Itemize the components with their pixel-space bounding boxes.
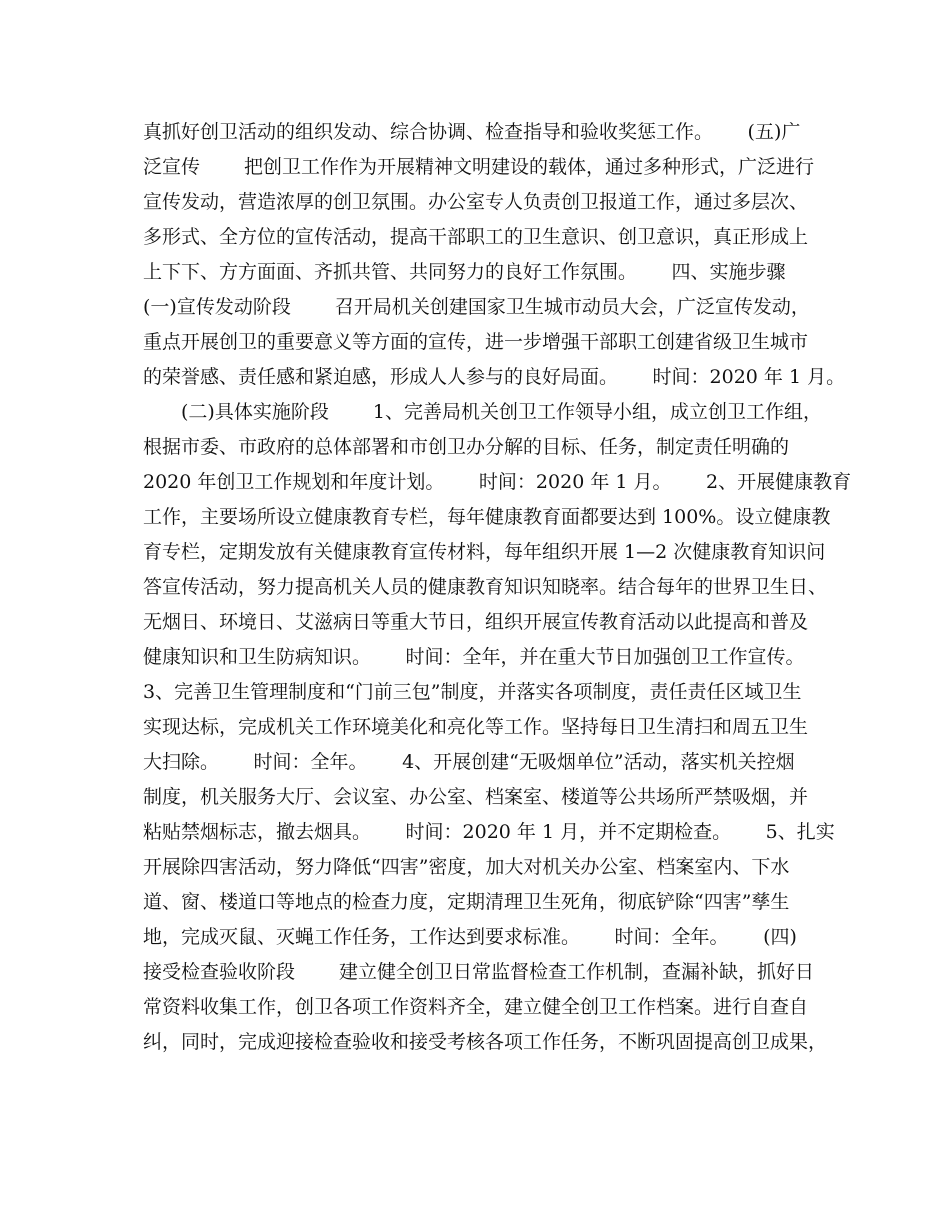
text-line: 大扫除。 时间：全年。 4、开展创建“无吸烟单位”活动，落实机关控烟 bbox=[143, 751, 795, 773]
text-line: 纠，同时，完成迎接检查验收和接受考核各项工作任务，不断巩固提高创卫成果， bbox=[143, 1031, 828, 1053]
text-line: 2020 年创卫工作规划和年度计划。 时间：2020 年 1 月。 2、开展健康教育 bbox=[143, 471, 852, 493]
text-line: 实现达标，完成机关工作环境美化和亮化等工作。坚持每日卫生清扫和周五卫生 bbox=[143, 716, 809, 738]
text-line: 育专栏，定期发放有关健康教育宣传材料，每年组织开展 1—2 次健康教育知识问 bbox=[143, 541, 826, 563]
text-line: 制度，机关服务大厅、会议室、办公室、档案室、楼道等公共场所严禁吸烟，并 bbox=[143, 786, 809, 808]
text-line: 多形式、全方位的宣传活动，提高干部职工的卫生意识、创卫意识，真正形成上 bbox=[143, 226, 809, 248]
text-line: 上下下、方方面面、齐抓共管、共同努力的良好工作氛围。 四、实施步骤 bbox=[143, 261, 786, 283]
text-line: 健康知识和卫生防病知识。 时间：全年，并在重大节日加强创卫工作宣传。 bbox=[143, 646, 805, 668]
text-line: 开展除四害活动，努力降低“四害”密度，加大对机关办公室、档案室内、下水 bbox=[143, 856, 790, 878]
text-line: 真抓好创卫活动的组织发动、综合协调、检查指导和验收奖惩工作。 (五)广 bbox=[143, 121, 801, 143]
text-line: 泛宣传 把创卫工作作为开展精神文明建设的载体，通过多种形式，广泛进行 bbox=[143, 156, 815, 178]
text-line: 答宣传活动，努力提高机关人员的健康教育知识知晓率。结合每年的世界卫生日、 bbox=[143, 576, 828, 598]
text-line: 地，完成灭鼠、灭蝇工作任务，工作达到要求标准。 时间：全年。 (四) bbox=[143, 926, 797, 948]
text-line: 道、窗、楼道口等地点的检查力度，定期清理卫生死角，彻底铲除“四害”孳生 bbox=[143, 891, 790, 913]
text-line: 粘贴禁烟标志，撤去烟具。 时间：2020 年 1 月，并不定期检查。 5、扎实 bbox=[143, 821, 835, 843]
text-line: 工作，主要场所设立健康教育专栏，每年健康教育面都要达到 100%。设立健康教 bbox=[143, 506, 831, 528]
text-line: 的荣誉感、责任感和紧迫感，形成人人参与的良好局面。 时间：2020 年 1 月。 bbox=[143, 366, 846, 388]
text-line: 常资料收集工作，创卫各项工作资料齐全，建立健全创卫工作档案。进行自查自 bbox=[143, 996, 809, 1018]
text-line: 重点开展创卫的重要意义等方面的宣传，进一步增强干部职工创建省级卫生城市 bbox=[143, 331, 809, 353]
text-line: 宣传发动，营造浓厚的创卫氛围。办公室专人负责创卫报道工作，通过多层次、 bbox=[143, 191, 809, 213]
text-line: 根据市委、市政府的总体部署和市创卫办分解的目标、任务，制定责任明确的 bbox=[143, 436, 790, 458]
text-line: (二)具体实施阶段 1、完善局机关创卫工作领导小组，成立创卫工作组， bbox=[143, 401, 822, 423]
text-line: 无烟日、环境日、艾滋病日等重大节日，组织开展宣传教育活动以此提高和普及 bbox=[143, 611, 809, 633]
text-line: 接受检查验收阶段 建立健全创卫日常监督检查工作机制，查漏补缺，抓好日 bbox=[143, 961, 815, 983]
text-line: 3、完善卫生管理制度和“门前三包”制度，并落实各项制度，责任责任区域卫生 bbox=[143, 681, 802, 703]
text-line: (一)宣传发动阶段 召开局机关创建国家卫生城市动员大会，广泛宣传发动， bbox=[143, 296, 810, 318]
